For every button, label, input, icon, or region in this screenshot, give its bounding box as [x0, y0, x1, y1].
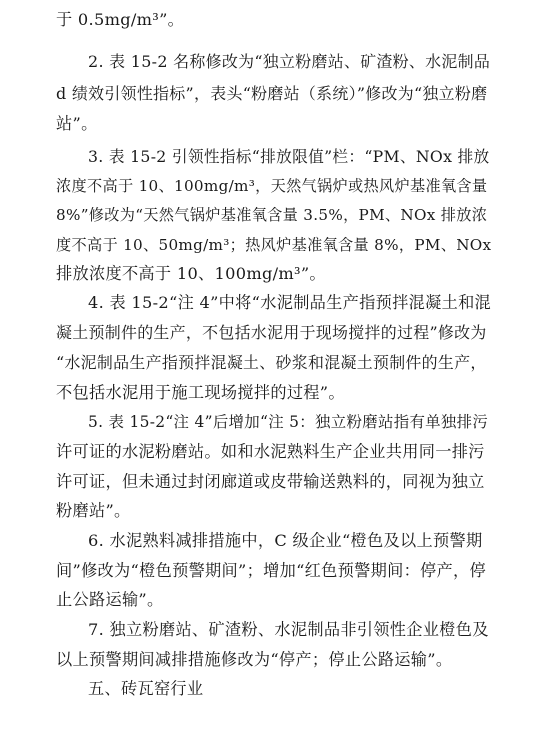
text-line: 不包括水泥用于施工现场搅拌的过程”。: [56, 383, 345, 402]
text-line: 浓度不高于 10、100mg/m³，天然气锅炉或热风炉基准氧含量: [56, 177, 488, 195]
section-heading: 五、砖瓦窑行业: [88, 679, 204, 698]
text-line: 排放浓度不高于 10、100mg/m³”。: [56, 264, 326, 283]
text-line: 8%”修改为“天然气锅炉基准氧含量 3.5%，PM、NOx 排放浓: [56, 206, 488, 224]
text-line: d 绩效引领性指标”，表头“粉磨站（系统）”修改为“独立粉磨: [56, 84, 488, 103]
text-line: 凝土预制件的生产，不包括水泥用于现场搅拌的过程”修改为: [56, 323, 487, 342]
text-line: 间”修改为“橙色预警期间”；增加“红色预警期间：停产，停: [56, 561, 486, 580]
text-line: 5. 表 15-2“注 4”后增加“注 5：独立粉磨站指有单独排污: [88, 413, 489, 431]
text-line: 2. 表 15-2 名称修改为“独立粉磨站、矿渣粉、水泥制品: [88, 52, 491, 71]
text-line: 7. 独立粉磨站、矿渣粉、水泥制品非引领性企业橙色及: [88, 620, 489, 639]
text-line: 许可证，但未通过封闭廊道或皮带输送熟料的，同视为独立: [56, 472, 485, 491]
text-line: 6. 水泥熟料减排措施中，C 级企业“橙色及以上预警期: [88, 531, 483, 550]
text-line: 于 0.5mg/m³”。: [56, 10, 185, 29]
text-line: 以上预警期间减排措施修改为“停产；停止公路运输”。: [56, 650, 453, 669]
text-line: 度不高于 10、50mg/m³；热风炉基准氧含量 8%，PM、NOx: [56, 236, 492, 254]
text-line: 粉磨站”。: [56, 501, 131, 520]
text-line: “水泥制品生产指预拌混凝土、砂浆和混凝土预制件的生产，: [56, 353, 487, 372]
text-line: 3. 表 15-2 引领性指标“排放限值”栏：“PM、NOx 排放: [88, 147, 490, 166]
text-line: 4. 表 15-2“注 4”中将“水泥制品生产指预拌混凝土和混: [88, 293, 492, 312]
text-line: 止公路运输”。: [56, 590, 164, 609]
text-line: 站”。: [56, 114, 98, 133]
text-line: 许可证的水泥粉磨站。如和水泥熟料生产企业共用同一排污: [56, 442, 485, 461]
